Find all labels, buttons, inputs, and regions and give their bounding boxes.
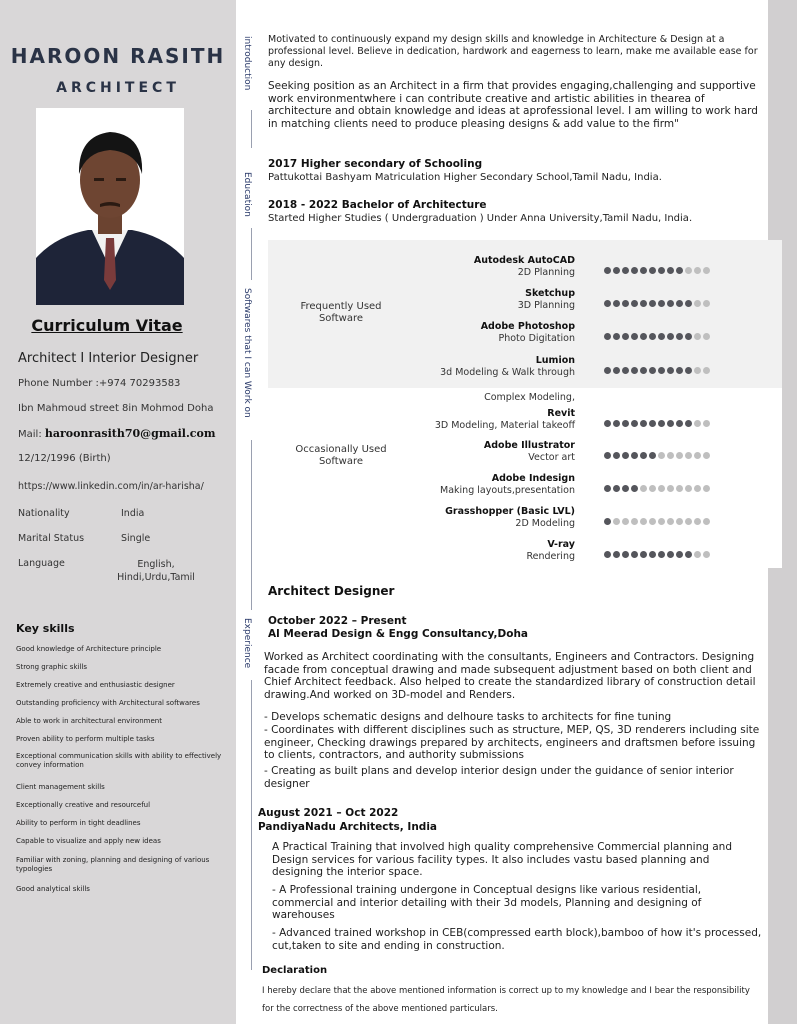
personal-row xyxy=(18,533,151,544)
rating-dot-filled xyxy=(640,267,647,274)
rating-dot-filled xyxy=(631,485,638,492)
rating-dot-filled xyxy=(631,420,638,427)
personal-value: Single xyxy=(121,533,151,544)
rating-dot-empty xyxy=(694,420,701,427)
section-label-education: Education xyxy=(242,172,252,217)
job-bullet: - Advanced trained workshop in CEB(compressed earth block),bamboo of how it's processed, cut,taken to site and ending in construction. xyxy=(272,927,762,952)
occasional-software-label: Occasionally Used Software xyxy=(295,444,387,467)
skill-item: Outstanding proficiency with Architectural softwares xyxy=(16,699,200,707)
rating-dot-empty xyxy=(694,367,701,374)
skill-item: Good knowledge of Architecture principle xyxy=(16,645,162,653)
rating-dot-filled xyxy=(622,551,629,558)
job-company: Al Meerad Design & Engg Consultancy,Doha xyxy=(268,628,529,640)
rating-dot-filled xyxy=(613,300,620,307)
rating-dot-filled xyxy=(685,551,692,558)
job-period: October 2022 – Present xyxy=(268,615,407,627)
section-label-introduction: introduction xyxy=(242,36,252,91)
software-name: Autodesk AutoCAD xyxy=(473,255,575,266)
frequent-software-label: Frequently Used Software xyxy=(300,301,382,324)
intro-paragraph-1: Motivated to continuously expand my design skills and knowledge in Architecture & Design at a professional level. Believe in dedication, hardwork and eagerness to learn, make me available ease for any design. xyxy=(268,34,758,69)
section-divider xyxy=(251,110,252,148)
rating-dot-empty xyxy=(703,518,710,525)
skill-item: Able to work in architectural environment xyxy=(16,717,162,725)
candidate-name: HAROON RASITH xyxy=(10,44,226,68)
email-address[interactable]: haroonrasith70@gmail.com xyxy=(44,427,216,440)
job-bullet: - Creating as built plans and develop interior design under the guidance of senior interior designer xyxy=(264,765,734,790)
job-bullet: A Practical Training that involved high quality comprehensive Commercial planning and Design services for various facility types. It also includes vastu based planning and designing the interior space. xyxy=(272,841,733,878)
date-of-birth: 12/12/1996 (Birth) xyxy=(18,453,111,464)
education-text: Started Higher Studies ( Undergraduation ) Under Anna University,Tamil Nadu, India. xyxy=(268,213,693,224)
section-label-softwares: Softwares that I can Work on xyxy=(242,288,252,418)
rating-dot-filled xyxy=(667,367,674,374)
rating-dot-filled xyxy=(658,420,665,427)
rating-dot-filled xyxy=(613,367,620,374)
rating-dot-empty xyxy=(694,333,701,340)
rating-dot-filled xyxy=(604,551,611,558)
skill-rating xyxy=(604,359,712,367)
rating-dot-filled xyxy=(613,551,620,558)
rating-dot-filled xyxy=(685,300,692,307)
profile-photo xyxy=(36,108,184,305)
rating-dot-filled xyxy=(649,333,656,340)
rating-dot-filled xyxy=(676,267,683,274)
software-usage: Photo Digitation xyxy=(498,333,575,344)
rating-dot-empty xyxy=(703,485,710,492)
skill-item: Proven ability to perform multiple tasks xyxy=(16,735,155,743)
rating-dot-empty xyxy=(703,267,710,274)
rating-dot-empty xyxy=(676,452,683,459)
rating-dot-empty xyxy=(676,518,683,525)
skill-item: Extremely creative and enthusiastic designer xyxy=(16,681,175,689)
skill-rating xyxy=(604,412,712,420)
declaration-title: Declaration xyxy=(262,965,328,976)
education-text: Pattukottai Bashyam Matriculation Higher Secondary School,Tamil Nadu, India. xyxy=(268,172,662,183)
linkedin-link[interactable]: https://www.linkedin.com/in/ar-harisha/ xyxy=(18,481,204,492)
software-name: Grasshopper (Basic LVL) xyxy=(445,506,575,517)
rating-dot-empty xyxy=(622,518,629,525)
rating-dot-empty xyxy=(685,452,692,459)
rating-dot-filled xyxy=(622,420,629,427)
rating-dot-filled xyxy=(649,367,656,374)
candidate-role: ARCHITECT xyxy=(56,80,180,96)
rating-dot-empty xyxy=(631,518,638,525)
skill-rating xyxy=(604,543,712,551)
profession-subtitle: Architect I Interior Designer xyxy=(18,351,199,366)
experience-title: Architect Designer xyxy=(268,584,395,598)
rating-dot-filled xyxy=(604,452,611,459)
rating-dot-filled xyxy=(604,333,611,340)
personal-row xyxy=(18,508,145,519)
skill-rating xyxy=(604,477,712,485)
rating-dot-empty xyxy=(667,452,674,459)
personal-label: Language xyxy=(18,558,65,569)
rating-dot-filled xyxy=(649,420,656,427)
software-name: Adobe Photoshop xyxy=(480,321,575,332)
section-label-experience: Experience xyxy=(242,618,252,669)
rating-dot-filled xyxy=(613,267,620,274)
software-name: Revit xyxy=(547,408,575,419)
portrait-image xyxy=(36,108,184,305)
rating-dot-filled xyxy=(613,333,620,340)
rating-dot-filled xyxy=(604,420,611,427)
cv-title: Curriculum Vitae xyxy=(31,316,183,335)
rating-dot-filled xyxy=(667,267,674,274)
rating-dot-filled xyxy=(676,333,683,340)
rating-dot-filled xyxy=(685,367,692,374)
education-heading: 2017 Higher secondary of Schooling xyxy=(268,158,483,170)
skill-item: Familiar with zoning, planning and designing of various typologies xyxy=(16,856,210,873)
rating-dot-filled xyxy=(640,551,647,558)
rating-dot-filled xyxy=(604,267,611,274)
phone-number: Phone Number :+974 70293583 xyxy=(18,378,181,389)
rating-dot-filled xyxy=(604,518,611,525)
skill-item: Client management skills xyxy=(16,783,105,791)
rating-dot-empty xyxy=(694,485,701,492)
rating-dot-empty xyxy=(676,485,683,492)
rating-dot-filled xyxy=(658,551,665,558)
skill-rating xyxy=(604,510,712,518)
rating-dot-empty xyxy=(613,518,620,525)
rating-dot-filled xyxy=(640,333,647,340)
rating-dot-filled xyxy=(667,333,674,340)
rating-dot-filled xyxy=(676,551,683,558)
rating-dot-empty xyxy=(694,551,701,558)
job-bullet: - A Professional training undergone in Conceptual designs like various residential, commercial and interior detailing with their 3d models, Planning and designing of warehouses xyxy=(272,884,702,921)
rating-dot-empty xyxy=(703,420,710,427)
rating-dot-filled xyxy=(622,485,629,492)
software-usage: 2D Modeling xyxy=(515,518,575,529)
software-usage: Rendering xyxy=(526,551,575,562)
rating-dot-empty xyxy=(694,518,701,525)
rating-dot-filled xyxy=(649,551,656,558)
rating-dot-filled xyxy=(649,452,656,459)
education-heading: 2018 - 2022 Bachelor of Architecture xyxy=(268,199,487,211)
software-usage: Making layouts,presentation xyxy=(440,485,575,496)
rating-dot-filled xyxy=(631,551,638,558)
section-divider xyxy=(251,440,252,610)
rating-dot-empty xyxy=(703,452,710,459)
rating-dot-filled xyxy=(622,452,629,459)
rating-dot-filled xyxy=(604,367,611,374)
software-name: Lumion xyxy=(535,355,575,366)
job-period: August 2021 – Oct 2022 xyxy=(258,807,399,819)
rating-dot-empty xyxy=(649,485,656,492)
rating-dot-empty xyxy=(685,518,692,525)
rating-dot-filled xyxy=(640,367,647,374)
rating-dot-filled xyxy=(685,333,692,340)
rating-dot-filled xyxy=(631,452,638,459)
skill-item: Good analytical skills xyxy=(16,885,90,893)
rating-dot-empty xyxy=(649,518,656,525)
rating-dot-empty xyxy=(694,452,701,459)
software-usage: 3d Modeling & Walk through xyxy=(440,367,575,378)
rating-dot-filled xyxy=(658,267,665,274)
email-row xyxy=(18,427,215,440)
software-usage: 3D Modeling, Material takeoff xyxy=(434,420,575,431)
rating-dot-filled xyxy=(640,300,647,307)
software-name: Adobe Indesign xyxy=(491,473,575,484)
skill-rating xyxy=(604,325,712,333)
rating-dot-filled xyxy=(613,420,620,427)
rating-dot-filled xyxy=(658,367,665,374)
software-usage: 3D Planning xyxy=(517,300,575,311)
skill-item: Exceptionally creative and resourceful xyxy=(16,801,151,809)
rating-dot-empty xyxy=(694,300,701,307)
software-usage: 2D Planning xyxy=(517,267,575,278)
rating-dot-empty xyxy=(703,333,710,340)
rating-dot-empty xyxy=(703,551,710,558)
personal-value: India xyxy=(121,508,145,519)
email-label: Mail: xyxy=(18,429,42,440)
rating-dot-filled xyxy=(667,300,674,307)
section-divider xyxy=(251,680,252,970)
skill-rating xyxy=(604,444,712,452)
rating-dot-empty xyxy=(667,518,674,525)
job-bullet: - Coordinates with different disciplines such as structure, MEP, QS, 3D renderers including site engineer, Checking drawings prepared by architects, engineers and draftsmen before issuing to clients, contractors, and authority submissions xyxy=(264,724,760,761)
rating-dot-filled xyxy=(631,267,638,274)
rating-dot-empty xyxy=(640,485,647,492)
address: Ibn Mahmoud street 8in Mohmod Doha xyxy=(18,403,214,414)
rating-dot-filled xyxy=(658,333,665,340)
personal-value: English, Hindi,Urdu,Tamil xyxy=(117,559,195,583)
rating-dot-filled xyxy=(631,333,638,340)
software-name: Sketchup xyxy=(525,288,575,299)
skill-rating xyxy=(604,259,712,267)
rating-dot-filled xyxy=(649,300,656,307)
rating-dot-filled xyxy=(631,367,638,374)
rating-dot-empty xyxy=(694,267,701,274)
rating-dot-filled xyxy=(604,485,611,492)
rating-dot-filled xyxy=(613,452,620,459)
rating-dot-empty xyxy=(685,485,692,492)
skill-item: Capable to visualize and apply new ideas xyxy=(16,837,161,845)
rating-dot-filled xyxy=(622,300,629,307)
rating-dot-filled xyxy=(676,300,683,307)
rating-dot-filled xyxy=(640,452,647,459)
software-usage: Vector art xyxy=(528,452,575,463)
rating-dot-filled xyxy=(622,267,629,274)
software-extra-desc: Complex Modeling, xyxy=(484,392,575,403)
skill-item: Strong graphic skills xyxy=(16,663,87,671)
rating-dot-filled xyxy=(613,485,620,492)
job-company: PandiyaNadu Architects, India xyxy=(258,821,438,833)
section-divider xyxy=(251,228,252,280)
rating-dot-empty xyxy=(658,452,665,459)
skill-item: Ability to perform in tight deadlines xyxy=(16,819,141,827)
skill-item: Exceptional communication skills with ability to effectively convey information xyxy=(16,752,222,769)
rating-dot-empty xyxy=(658,485,665,492)
rating-dot-filled xyxy=(622,367,629,374)
rating-dot-filled xyxy=(649,267,656,274)
job-bullet: - Develops schematic designs and delhoure tasks to architects for fine tuning xyxy=(264,711,672,723)
rating-dot-filled xyxy=(676,367,683,374)
rating-dot-filled xyxy=(622,333,629,340)
rating-dot-empty xyxy=(667,485,674,492)
software-name: V-ray xyxy=(547,539,575,550)
rating-dot-empty xyxy=(640,518,647,525)
key-skills-title: Key skills xyxy=(16,622,75,635)
rating-dot-empty xyxy=(703,367,710,374)
rating-dot-empty xyxy=(658,518,665,525)
declaration-text: I hereby declare that the above mentioned information is correct up to my knowledge and I bear the responsibility for the correctness of the above mentioned particulars. xyxy=(262,986,750,1014)
intro-paragraph-2: Seeking position as an Architect in a firm that provides engaging,challenging and supportive work environmentwhere i can contribute creative and artistic abilities in thearea of architecture and obtain knowledge and ideas at aprofessional level. I am willing to work hard in matching clients need to produce pleasing designs & add value to the firm" xyxy=(268,80,758,130)
rating-dot-filled xyxy=(667,420,674,427)
rating-dot-empty xyxy=(703,300,710,307)
software-name: Adobe Illustrator xyxy=(483,440,575,451)
rating-dot-empty xyxy=(685,267,692,274)
skill-rating xyxy=(604,292,712,300)
personal-label: Nationality xyxy=(18,508,70,519)
rating-dot-filled xyxy=(604,300,611,307)
rating-dot-filled xyxy=(667,551,674,558)
rating-dot-filled xyxy=(640,420,647,427)
personal-label: Marital Status xyxy=(18,533,85,544)
rating-dot-filled xyxy=(685,420,692,427)
job-description: Worked as Architect coordinating with the consultants, Engineers and Contractors. Designing facade from conceptual drawing and made subsequent adjustment based on both client and Chief Architect feedback. Also helped to create the standardized library of construction detail drawing.And worked on 3D-model and Renders. xyxy=(264,651,756,701)
rating-dot-filled xyxy=(631,300,638,307)
rating-dot-filled xyxy=(676,420,683,427)
personal-row xyxy=(18,558,195,583)
rating-dot-filled xyxy=(658,300,665,307)
